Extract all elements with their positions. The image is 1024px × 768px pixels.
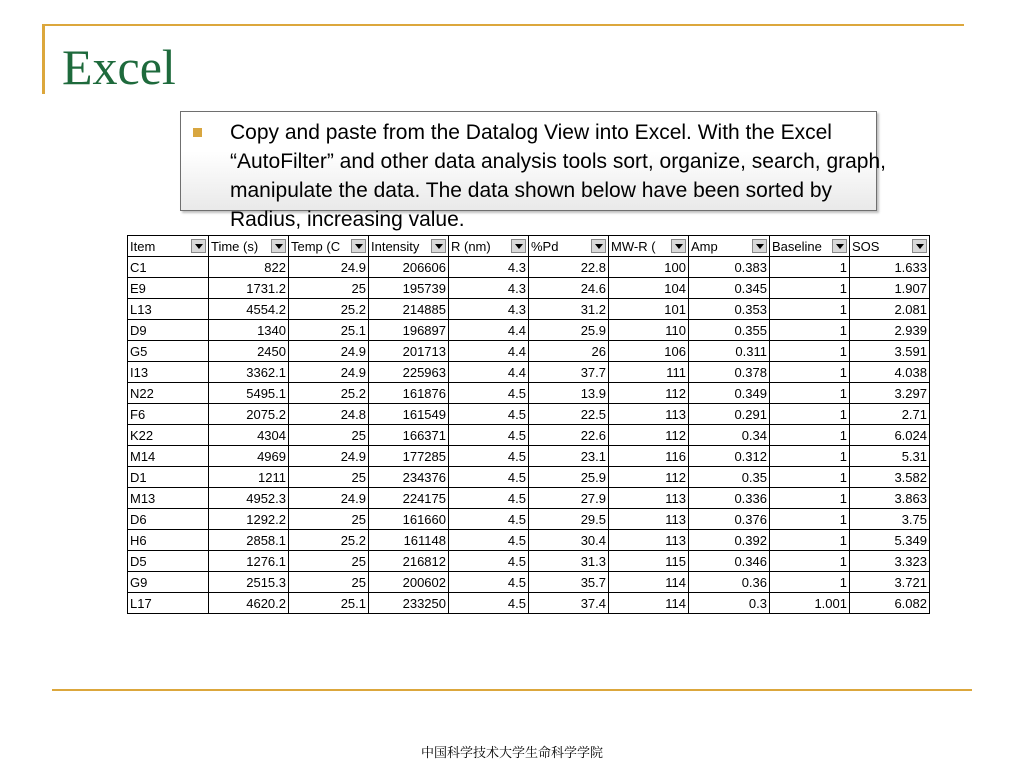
header-cell: [770, 236, 850, 257]
header-cell: [289, 236, 369, 257]
value-cell[interactable]: 25.1: [289, 320, 369, 341]
value-cell[interactable]: 1211: [209, 467, 289, 488]
table-row: [128, 299, 930, 320]
value-cell[interactable]: 2.939: [850, 320, 930, 341]
value-cell[interactable]: 116: [609, 446, 689, 467]
item-cell[interactable]: D9: [128, 320, 209, 341]
value-cell[interactable]: 25: [289, 509, 369, 530]
value-cell[interactable]: 2.081: [850, 299, 930, 320]
value-cell[interactable]: 206606: [369, 257, 449, 278]
value-cell[interactable]: 100: [609, 257, 689, 278]
item-cell[interactable]: G9: [128, 572, 209, 593]
value-cell[interactable]: 27.9: [529, 488, 609, 509]
value-cell[interactable]: 6.024: [850, 425, 930, 446]
item-cell[interactable]: M13: [128, 488, 209, 509]
table-row: [128, 530, 930, 551]
value-cell[interactable]: 4.5: [449, 509, 529, 530]
item-cell[interactable]: N22: [128, 383, 209, 404]
value-cell[interactable]: 24.9: [289, 446, 369, 467]
value-cell[interactable]: 25.9: [529, 467, 609, 488]
value-cell[interactable]: 195739: [369, 278, 449, 299]
value-cell[interactable]: 25: [289, 467, 369, 488]
value-cell[interactable]: 4.5: [449, 593, 529, 614]
value-cell[interactable]: 1: [770, 467, 850, 488]
table-body: [128, 257, 930, 614]
table-row: [128, 551, 930, 572]
value-cell[interactable]: 1: [770, 383, 850, 404]
value-cell[interactable]: 4554.2: [209, 299, 289, 320]
value-cell[interactable]: 25.2: [289, 530, 369, 551]
value-cell[interactable]: 3.582: [850, 467, 930, 488]
value-cell[interactable]: 4.4: [449, 320, 529, 341]
value-cell[interactable]: 25.2: [289, 299, 369, 320]
value-cell[interactable]: 24.9: [289, 488, 369, 509]
value-cell[interactable]: 1731.2: [209, 278, 289, 299]
table-row: [128, 341, 930, 362]
value-cell[interactable]: 1: [770, 488, 850, 509]
value-cell[interactable]: 1.001: [770, 593, 850, 614]
value-cell[interactable]: 114: [609, 572, 689, 593]
bottom-divider: [52, 689, 972, 691]
value-cell[interactable]: 0.345: [689, 278, 770, 299]
value-cell[interactable]: 0.353: [689, 299, 770, 320]
value-cell[interactable]: 1: [770, 551, 850, 572]
value-cell[interactable]: 24.6: [529, 278, 609, 299]
top-divider: [42, 24, 964, 26]
filter-dropdown-icon[interactable]: [752, 239, 767, 253]
value-cell[interactable]: 0.34: [689, 425, 770, 446]
filter-dropdown-icon[interactable]: [832, 239, 847, 253]
value-cell[interactable]: 0.376: [689, 509, 770, 530]
item-cell[interactable]: F6: [128, 404, 209, 425]
header-cell: [689, 236, 770, 257]
item-cell[interactable]: E9: [128, 278, 209, 299]
value-cell[interactable]: 0.346: [689, 551, 770, 572]
value-cell[interactable]: 4.038: [850, 362, 930, 383]
value-cell[interactable]: 106: [609, 341, 689, 362]
header-label: Time (s): [211, 238, 259, 254]
filter-dropdown-icon[interactable]: [431, 239, 446, 253]
value-cell[interactable]: 6.082: [850, 593, 930, 614]
value-cell[interactable]: 24.9: [289, 341, 369, 362]
value-cell[interactable]: 4.5: [449, 446, 529, 467]
header-cell: [850, 236, 930, 257]
filter-dropdown-icon[interactable]: [912, 239, 927, 253]
header-cell: [609, 236, 689, 257]
value-cell[interactable]: 112: [609, 467, 689, 488]
value-cell[interactable]: 22.8: [529, 257, 609, 278]
item-cell[interactable]: L17: [128, 593, 209, 614]
value-cell[interactable]: 3362.1: [209, 362, 289, 383]
value-cell[interactable]: 1.907: [850, 278, 930, 299]
value-cell[interactable]: 0.312: [689, 446, 770, 467]
value-cell[interactable]: 4.5: [449, 383, 529, 404]
value-cell[interactable]: 1.633: [850, 257, 930, 278]
value-cell[interactable]: 13.9: [529, 383, 609, 404]
header-label: Baseline: [772, 238, 822, 254]
bullet-square-icon: [193, 128, 202, 137]
value-cell[interactable]: 35.7: [529, 572, 609, 593]
header-label: %Pd: [531, 238, 559, 254]
value-cell[interactable]: 3.323: [850, 551, 930, 572]
value-cell[interactable]: 1: [770, 509, 850, 530]
value-cell[interactable]: 225963: [369, 362, 449, 383]
table-row: [128, 446, 930, 467]
value-cell[interactable]: 24.9: [289, 362, 369, 383]
value-cell[interactable]: 0.311: [689, 341, 770, 362]
item-cell[interactable]: D1: [128, 467, 209, 488]
header-label: Temp (C: [291, 238, 341, 254]
value-cell[interactable]: 31.3: [529, 551, 609, 572]
table-row: [128, 320, 930, 341]
value-cell[interactable]: 112: [609, 383, 689, 404]
item-cell[interactable]: G5: [128, 341, 209, 362]
value-cell[interactable]: 0.3: [689, 593, 770, 614]
value-cell[interactable]: 1: [770, 425, 850, 446]
value-cell[interactable]: 224175: [369, 488, 449, 509]
value-cell[interactable]: 166371: [369, 425, 449, 446]
value-cell[interactable]: 2075.2: [209, 404, 289, 425]
value-cell[interactable]: 1: [770, 320, 850, 341]
value-cell[interactable]: 1: [770, 278, 850, 299]
item-cell[interactable]: C1: [128, 257, 209, 278]
header-cell: [529, 236, 609, 257]
value-cell[interactable]: 2450: [209, 341, 289, 362]
slide-title: Excel: [62, 39, 176, 95]
value-cell[interactable]: 31.2: [529, 299, 609, 320]
value-cell[interactable]: 234376: [369, 467, 449, 488]
value-cell[interactable]: 196897: [369, 320, 449, 341]
value-cell[interactable]: 22.6: [529, 425, 609, 446]
header-cell: [369, 236, 449, 257]
table-row: [128, 383, 930, 404]
value-cell[interactable]: 4.5: [449, 404, 529, 425]
value-cell[interactable]: 200602: [369, 572, 449, 593]
table-row: [128, 404, 930, 425]
table-row: [128, 278, 930, 299]
filter-dropdown-icon[interactable]: [271, 239, 286, 253]
value-cell[interactable]: 0.349: [689, 383, 770, 404]
value-cell[interactable]: 4.5: [449, 467, 529, 488]
value-cell[interactable]: 4620.2: [209, 593, 289, 614]
value-cell[interactable]: 1: [770, 404, 850, 425]
value-cell[interactable]: 1: [770, 257, 850, 278]
item-cell[interactable]: K22: [128, 425, 209, 446]
table-row: [128, 362, 930, 383]
value-cell[interactable]: 1292.2: [209, 509, 289, 530]
value-cell[interactable]: 37.4: [529, 593, 609, 614]
value-cell[interactable]: 1: [770, 572, 850, 593]
value-cell[interactable]: 4.4: [449, 341, 529, 362]
value-cell[interactable]: 1276.1: [209, 551, 289, 572]
value-cell[interactable]: 113: [609, 404, 689, 425]
value-cell[interactable]: 161876: [369, 383, 449, 404]
value-cell[interactable]: 161660: [369, 509, 449, 530]
filter-dropdown-icon[interactable]: [591, 239, 606, 253]
value-cell[interactable]: 2.71: [850, 404, 930, 425]
value-cell[interactable]: 161148: [369, 530, 449, 551]
value-cell[interactable]: 113: [609, 509, 689, 530]
spreadsheet-table-container: [127, 235, 930, 614]
value-cell[interactable]: 4304: [209, 425, 289, 446]
table-row: [128, 593, 930, 614]
value-cell[interactable]: 0.378: [689, 362, 770, 383]
header-cell: [449, 236, 529, 257]
value-cell[interactable]: 25.2: [289, 383, 369, 404]
table-row: [128, 509, 930, 530]
bullet-callout-box: [180, 111, 887, 231]
value-cell[interactable]: 3.863: [850, 488, 930, 509]
value-cell[interactable]: 101: [609, 299, 689, 320]
value-cell[interactable]: 24.9: [289, 257, 369, 278]
header-label: Item: [130, 238, 156, 254]
value-cell[interactable]: 25: [289, 572, 369, 593]
value-cell[interactable]: 3.75: [850, 509, 930, 530]
value-cell[interactable]: 3.721: [850, 572, 930, 593]
value-cell[interactable]: 115: [609, 551, 689, 572]
value-cell[interactable]: 26: [529, 341, 609, 362]
value-cell[interactable]: 1: [770, 341, 850, 362]
value-cell[interactable]: 24.8: [289, 404, 369, 425]
value-cell[interactable]: 25.9: [529, 320, 609, 341]
value-cell[interactable]: 3.297: [850, 383, 930, 404]
value-cell[interactable]: 4.4: [449, 362, 529, 383]
value-cell[interactable]: 1340: [209, 320, 289, 341]
value-cell[interactable]: 5.349: [850, 530, 930, 551]
value-cell[interactable]: 23.1: [529, 446, 609, 467]
filter-dropdown-icon[interactable]: [351, 239, 366, 253]
table-row: [128, 257, 930, 278]
item-cell[interactable]: L13: [128, 299, 209, 320]
value-cell[interactable]: 25: [289, 425, 369, 446]
table-row: [128, 488, 930, 509]
value-cell[interactable]: 30.4: [529, 530, 609, 551]
value-cell[interactable]: 3.591: [850, 341, 930, 362]
value-cell[interactable]: 177285: [369, 446, 449, 467]
value-cell[interactable]: 822: [209, 257, 289, 278]
value-cell[interactable]: 22.5: [529, 404, 609, 425]
filter-dropdown-icon[interactable]: [191, 239, 206, 253]
value-cell[interactable]: 5495.1: [209, 383, 289, 404]
table-row: [128, 467, 930, 488]
value-cell[interactable]: 25: [289, 278, 369, 299]
value-cell[interactable]: 0.392: [689, 530, 770, 551]
value-cell[interactable]: 4952.3: [209, 488, 289, 509]
header-cell: [128, 236, 209, 257]
value-cell[interactable]: 4.5: [449, 425, 529, 446]
header-label: MW-R (: [611, 238, 656, 254]
value-cell[interactable]: 4.3: [449, 299, 529, 320]
value-cell[interactable]: 29.5: [529, 509, 609, 530]
item-cell[interactable]: H6: [128, 530, 209, 551]
value-cell[interactable]: 113: [609, 530, 689, 551]
value-cell[interactable]: 4.5: [449, 530, 529, 551]
header-label: Amp: [691, 238, 718, 254]
header-label: Intensity: [371, 238, 420, 254]
value-cell[interactable]: 0.35: [689, 467, 770, 488]
value-cell[interactable]: 216812: [369, 551, 449, 572]
item-cell[interactable]: I13: [128, 362, 209, 383]
value-cell[interactable]: 0.291: [689, 404, 770, 425]
value-cell[interactable]: 4.3: [449, 278, 529, 299]
value-cell[interactable]: 1: [770, 362, 850, 383]
value-cell[interactable]: 0.336: [689, 488, 770, 509]
value-cell[interactable]: 2858.1: [209, 530, 289, 551]
footer-institution: 中国科学技术大学生命科学学院: [420, 746, 603, 761]
value-cell[interactable]: 4969: [209, 446, 289, 467]
header-cell: [209, 236, 289, 257]
value-cell[interactable]: 0.383: [689, 257, 770, 278]
value-cell[interactable]: 0.36: [689, 572, 770, 593]
title-accent-bar: [42, 24, 45, 94]
filter-dropdown-icon[interactable]: [671, 239, 686, 253]
bullet-text: Copy and paste from the Datalog View into Excel. With the Excel “AutoFilter” and other data analysis tools sort, organize, search, graph, manipulate the data. The data shown below have been sorted by Radius, increasing value.: [230, 121, 887, 231]
value-cell[interactable]: 1: [770, 446, 850, 467]
value-cell[interactable]: 4.3: [449, 257, 529, 278]
value-cell[interactable]: 104: [609, 278, 689, 299]
value-cell[interactable]: 111: [609, 362, 689, 383]
header-label: R (nm): [451, 238, 491, 254]
value-cell[interactable]: 1: [770, 530, 850, 551]
table-row: [128, 425, 930, 446]
value-cell[interactable]: 1: [770, 299, 850, 320]
table-row: [128, 572, 930, 593]
value-cell[interactable]: 233250: [369, 593, 449, 614]
value-cell[interactable]: 5.31: [850, 446, 930, 467]
value-cell[interactable]: 0.355: [689, 320, 770, 341]
item-cell[interactable]: D5: [128, 551, 209, 572]
value-cell[interactable]: 201713: [369, 341, 449, 362]
value-cell[interactable]: 112: [609, 425, 689, 446]
value-cell[interactable]: 114: [609, 593, 689, 614]
value-cell[interactable]: 4.5: [449, 572, 529, 593]
filter-dropdown-icon[interactable]: [511, 239, 526, 253]
value-cell[interactable]: 25.1: [289, 593, 369, 614]
item-cell[interactable]: D6: [128, 509, 209, 530]
header-row: [128, 236, 930, 257]
autofilter-table: [127, 235, 930, 614]
value-cell[interactable]: 25: [289, 551, 369, 572]
value-cell[interactable]: 161549: [369, 404, 449, 425]
value-cell[interactable]: 4.5: [449, 551, 529, 572]
value-cell[interactable]: 110: [609, 320, 689, 341]
value-cell[interactable]: 113: [609, 488, 689, 509]
value-cell[interactable]: 37.7: [529, 362, 609, 383]
value-cell[interactable]: 4.5: [449, 488, 529, 509]
value-cell[interactable]: 214885: [369, 299, 449, 320]
header-label: SOS: [852, 238, 880, 254]
value-cell[interactable]: 2515.3: [209, 572, 289, 593]
item-cell[interactable]: M14: [128, 446, 209, 467]
